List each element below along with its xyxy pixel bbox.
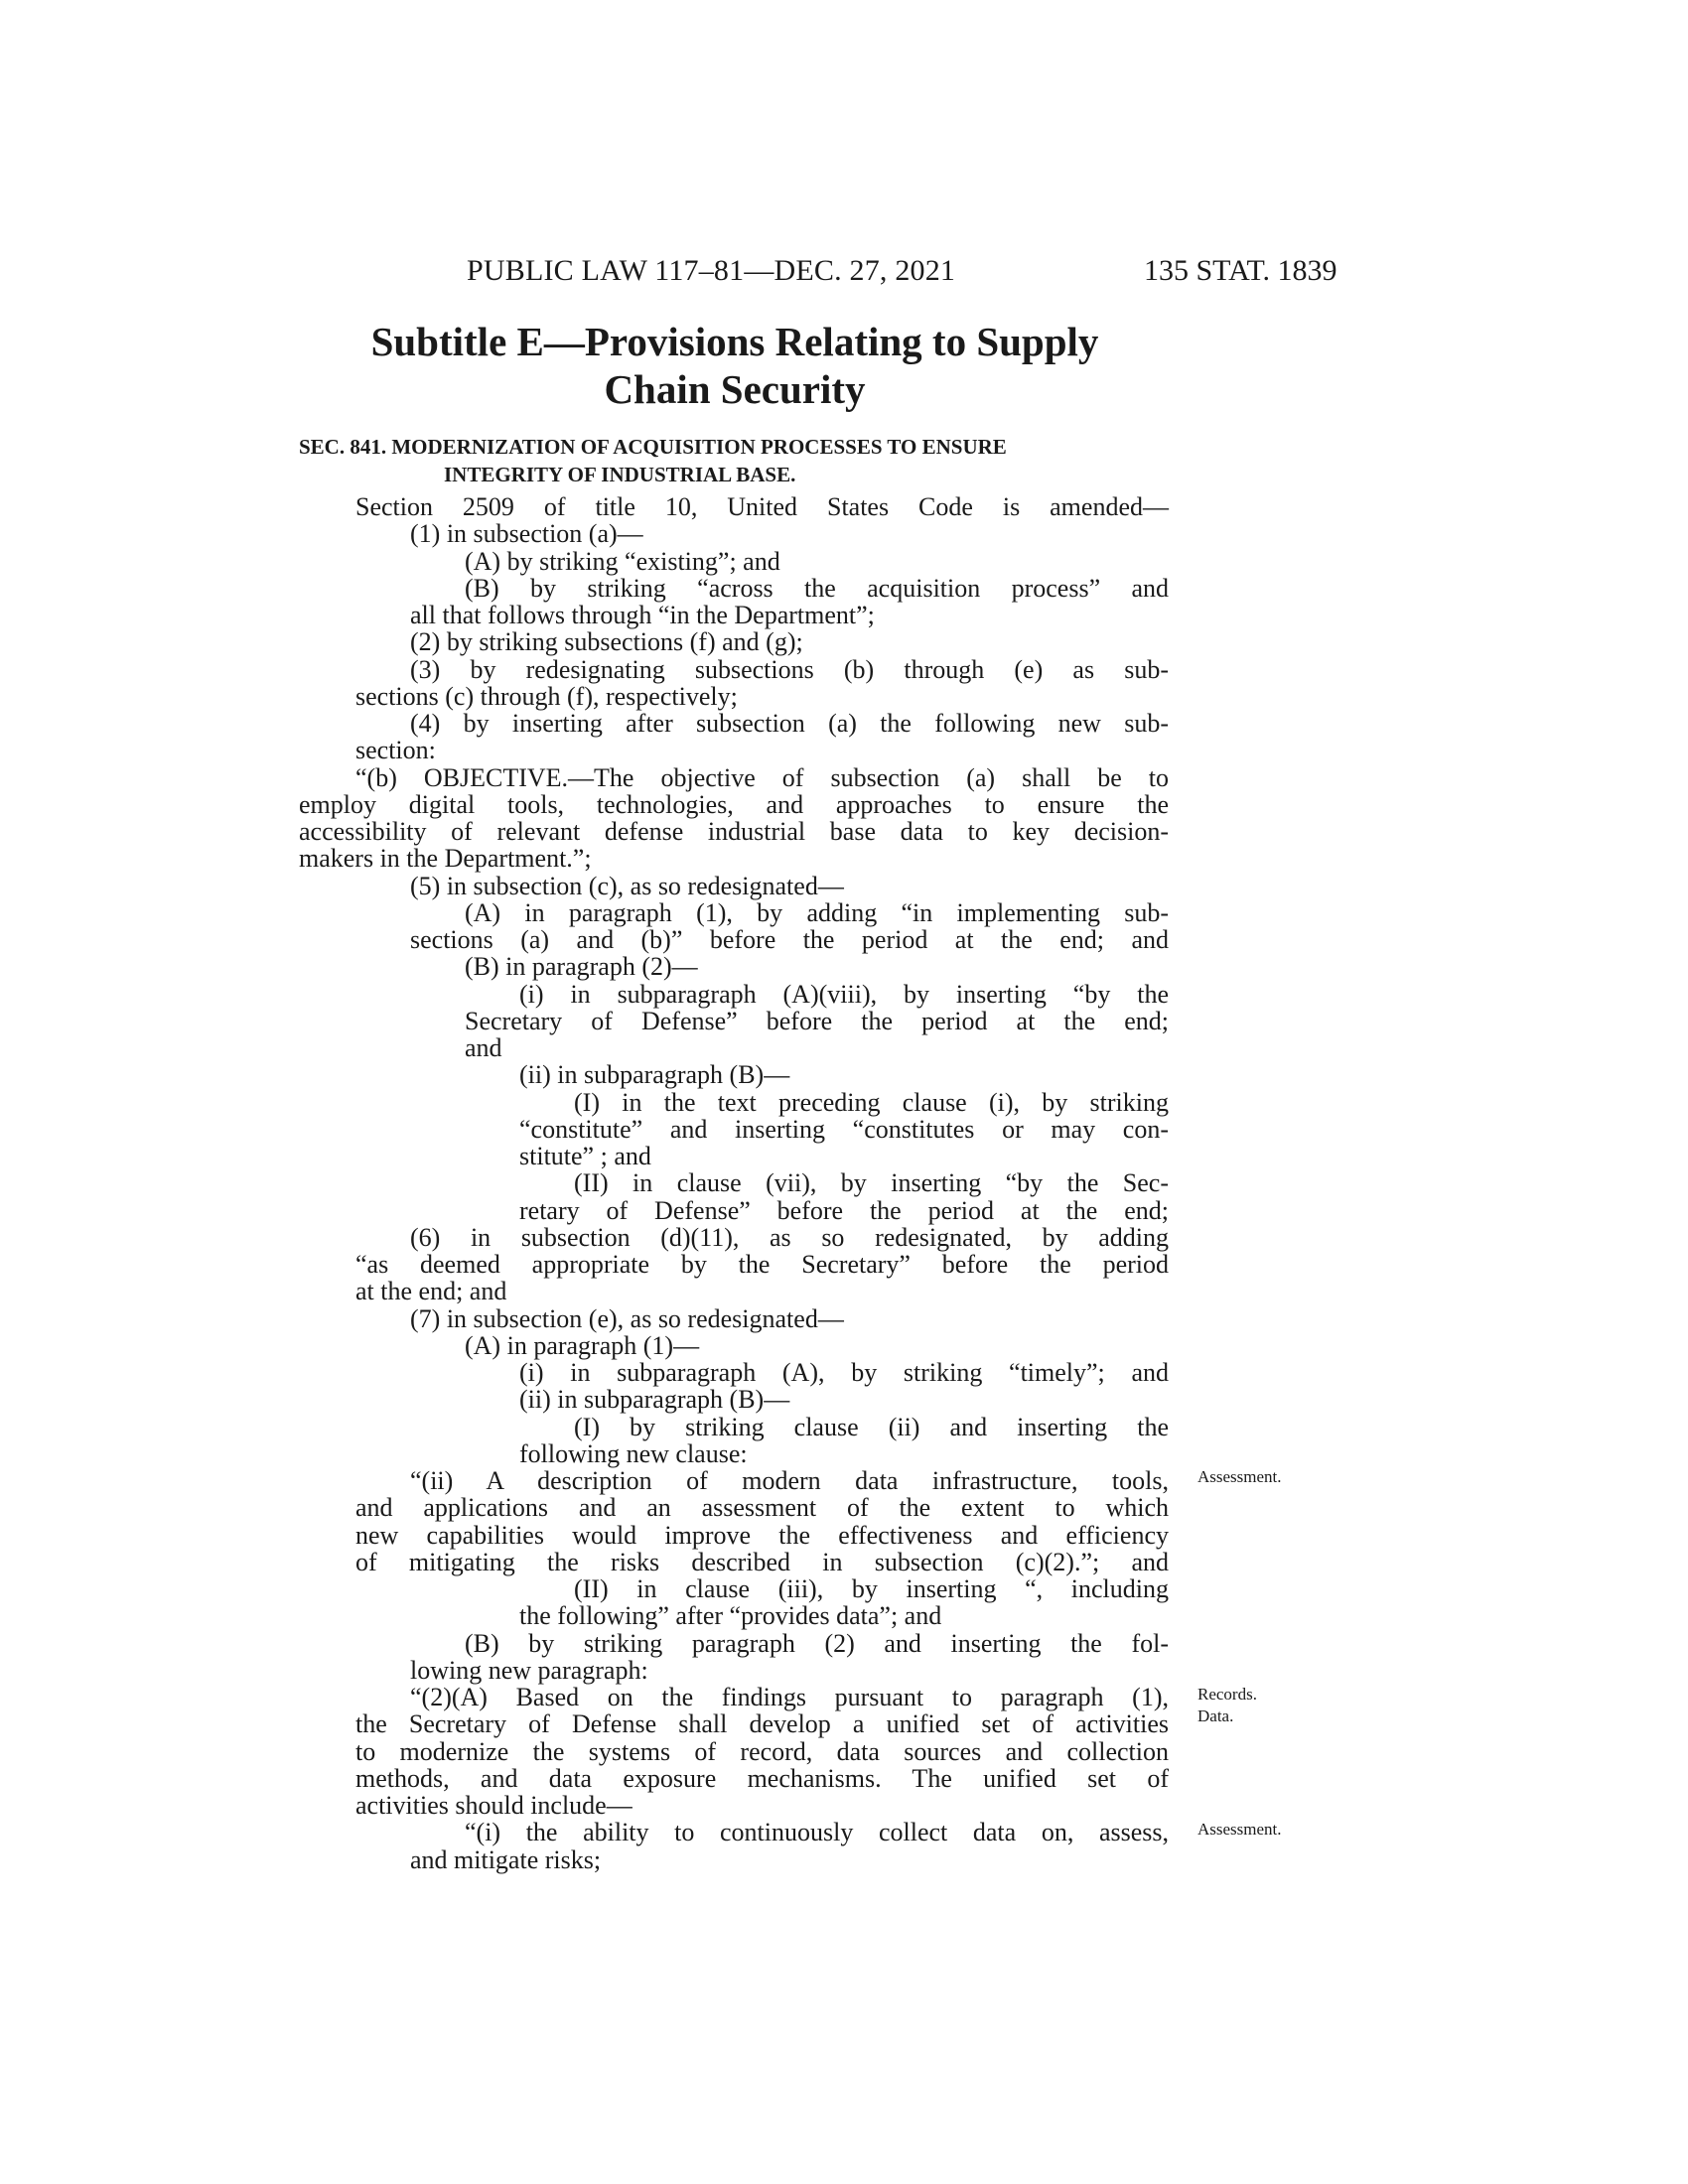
body-line: (2) by striking subsections (f) and (g); bbox=[410, 627, 803, 657]
running-header-law: PUBLIC LAW 117–81—DEC. 27, 2021 bbox=[467, 254, 956, 287]
body-line: (3) by redesignating subsections (b) through (e) as sub- bbox=[410, 654, 1169, 684]
section-heading-line: SEC. 841. MODERNIZATION OF ACQUISITION PROCESSES TO ENSURE bbox=[299, 435, 1007, 459]
body-line: (I) by striking clause (ii) and inserting the bbox=[574, 1412, 1169, 1441]
body-line: activities should include— bbox=[355, 1791, 633, 1820]
body-line: “(ii) A description of modern data infrastructure, tools, bbox=[410, 1466, 1169, 1495]
section-body bbox=[299, 493, 1169, 1873]
body-line: (ii) in subparagraph (B)— bbox=[519, 1385, 790, 1415]
body-line: of mitigating the risks described in subsection (c)(2).”; and bbox=[355, 1547, 1169, 1576]
body-line: (B) in paragraph (2)— bbox=[465, 952, 698, 982]
body-line: (B) by striking “across the acquisition process” and bbox=[465, 573, 1169, 603]
body-line: employ digital tools, technologies, and approaches to ensure the bbox=[299, 789, 1169, 819]
body-line: makers in the Department.”; bbox=[299, 844, 592, 874]
body-line: (1) in subsection (a)— bbox=[410, 519, 643, 549]
body-line: Secretary of Defense” before the period at the end; bbox=[465, 1006, 1169, 1035]
body-line: stitute” ; and bbox=[519, 1142, 651, 1170]
body-line: sections (c) through (f), respectively; bbox=[355, 681, 738, 711]
margin-note-data: Data. bbox=[1197, 1706, 1234, 1725]
running-header-page: 135 STAT. 1839 bbox=[1144, 254, 1337, 287]
subtitle-line: Subtitle E—Provisions Relating to Supply bbox=[370, 319, 1099, 364]
body-line: retary of Defense” before the period at the end; bbox=[519, 1195, 1169, 1225]
body-line: sections (a) and (b)” before the period at the end; and bbox=[410, 925, 1169, 954]
body-line: at the end; and bbox=[355, 1277, 507, 1306]
body-line: and bbox=[465, 1033, 502, 1062]
body-line: “(2)(A) Based on the findings pursuant to paragraph (1), bbox=[410, 1683, 1169, 1711]
body-line: (A) by striking “existing”; and bbox=[465, 546, 780, 576]
body-line: lowing new paragraph: bbox=[410, 1655, 648, 1685]
body-line: “(i) the ability to continuously collect data on, assess, bbox=[465, 1818, 1169, 1847]
body-line: (I) in the text preceding clause (i), by striking bbox=[574, 1087, 1169, 1117]
body-line: (i) in subparagraph (A)(viii), by inserting “by the bbox=[519, 979, 1169, 1009]
body-line: (A) in paragraph (1)— bbox=[465, 1330, 700, 1360]
body-line: “constitute” and inserting “constitutes or may con- bbox=[519, 1114, 1169, 1144]
body-line: accessibility of relevant defense industrial base data to key decision- bbox=[299, 817, 1169, 846]
body-line: (6) in subsection (d)(11), as so redesignated, by adding bbox=[410, 1222, 1169, 1252]
body-line: (II) in clause (vii), by inserting “by the Sec- bbox=[574, 1168, 1169, 1198]
section-heading-line: INTEGRITY OF INDUSTRIAL BASE. bbox=[444, 463, 796, 486]
body-line: (II) in clause (iii), by inserting “, including bbox=[574, 1574, 1169, 1603]
body-line: (4) by inserting after subsection (a) the following new sub- bbox=[410, 709, 1169, 738]
body-line: to modernize the systems of record, data sources and collection bbox=[355, 1736, 1169, 1766]
body-line: (A) in paragraph (1), by adding “in implementing sub- bbox=[465, 897, 1169, 927]
body-line: the following” after “provides data”; and bbox=[519, 1601, 942, 1631]
body-line: (ii) in subparagraph (B)— bbox=[519, 1060, 790, 1090]
body-line: and applications and an assessment of the extent to which bbox=[355, 1493, 1169, 1523]
body-line: “as deemed appropriate by the Secretary” before the period bbox=[355, 1250, 1169, 1279]
body-line: “(b) OBJECTIVE.—The objective of subsection (a) shall be to bbox=[355, 762, 1169, 792]
subtitle-line: Chain Security bbox=[604, 366, 866, 412]
body-line: (i) in subparagraph (A), by striking “timely”; and bbox=[519, 1358, 1169, 1387]
body-line: and mitigate risks; bbox=[410, 1844, 602, 1874]
body-line: new capabilities would improve the effectiveness and efficiency bbox=[355, 1520, 1169, 1550]
body-line: all that follows through “in the Department”; bbox=[410, 601, 875, 629]
margin-note-records: Records. bbox=[1197, 1685, 1257, 1704]
body-line: following new clause: bbox=[519, 1438, 748, 1468]
body-line: (7) in subsection (e), as so redesignated— bbox=[410, 1303, 844, 1333]
margin-note-assessment: Assessment. bbox=[1197, 1820, 1282, 1839]
body-line: Section 2509 of title 10, United States Code is amended— bbox=[355, 492, 1169, 521]
margin-note-assessment: Assessment. bbox=[1197, 1467, 1282, 1486]
body-line: (B) by striking paragraph (2) and inserting the fol- bbox=[465, 1628, 1169, 1658]
body-line: (5) in subsection (c), as so redesignated— bbox=[410, 871, 844, 900]
body-line: methods, and data exposure mechanisms. The unified set of bbox=[355, 1763, 1169, 1793]
subtitle-heading bbox=[298, 318, 1172, 413]
body-line: the Secretary of Defense shall develop a unified set of activities bbox=[355, 1709, 1169, 1739]
section-heading bbox=[299, 433, 1169, 488]
body-line: section: bbox=[355, 736, 436, 765]
